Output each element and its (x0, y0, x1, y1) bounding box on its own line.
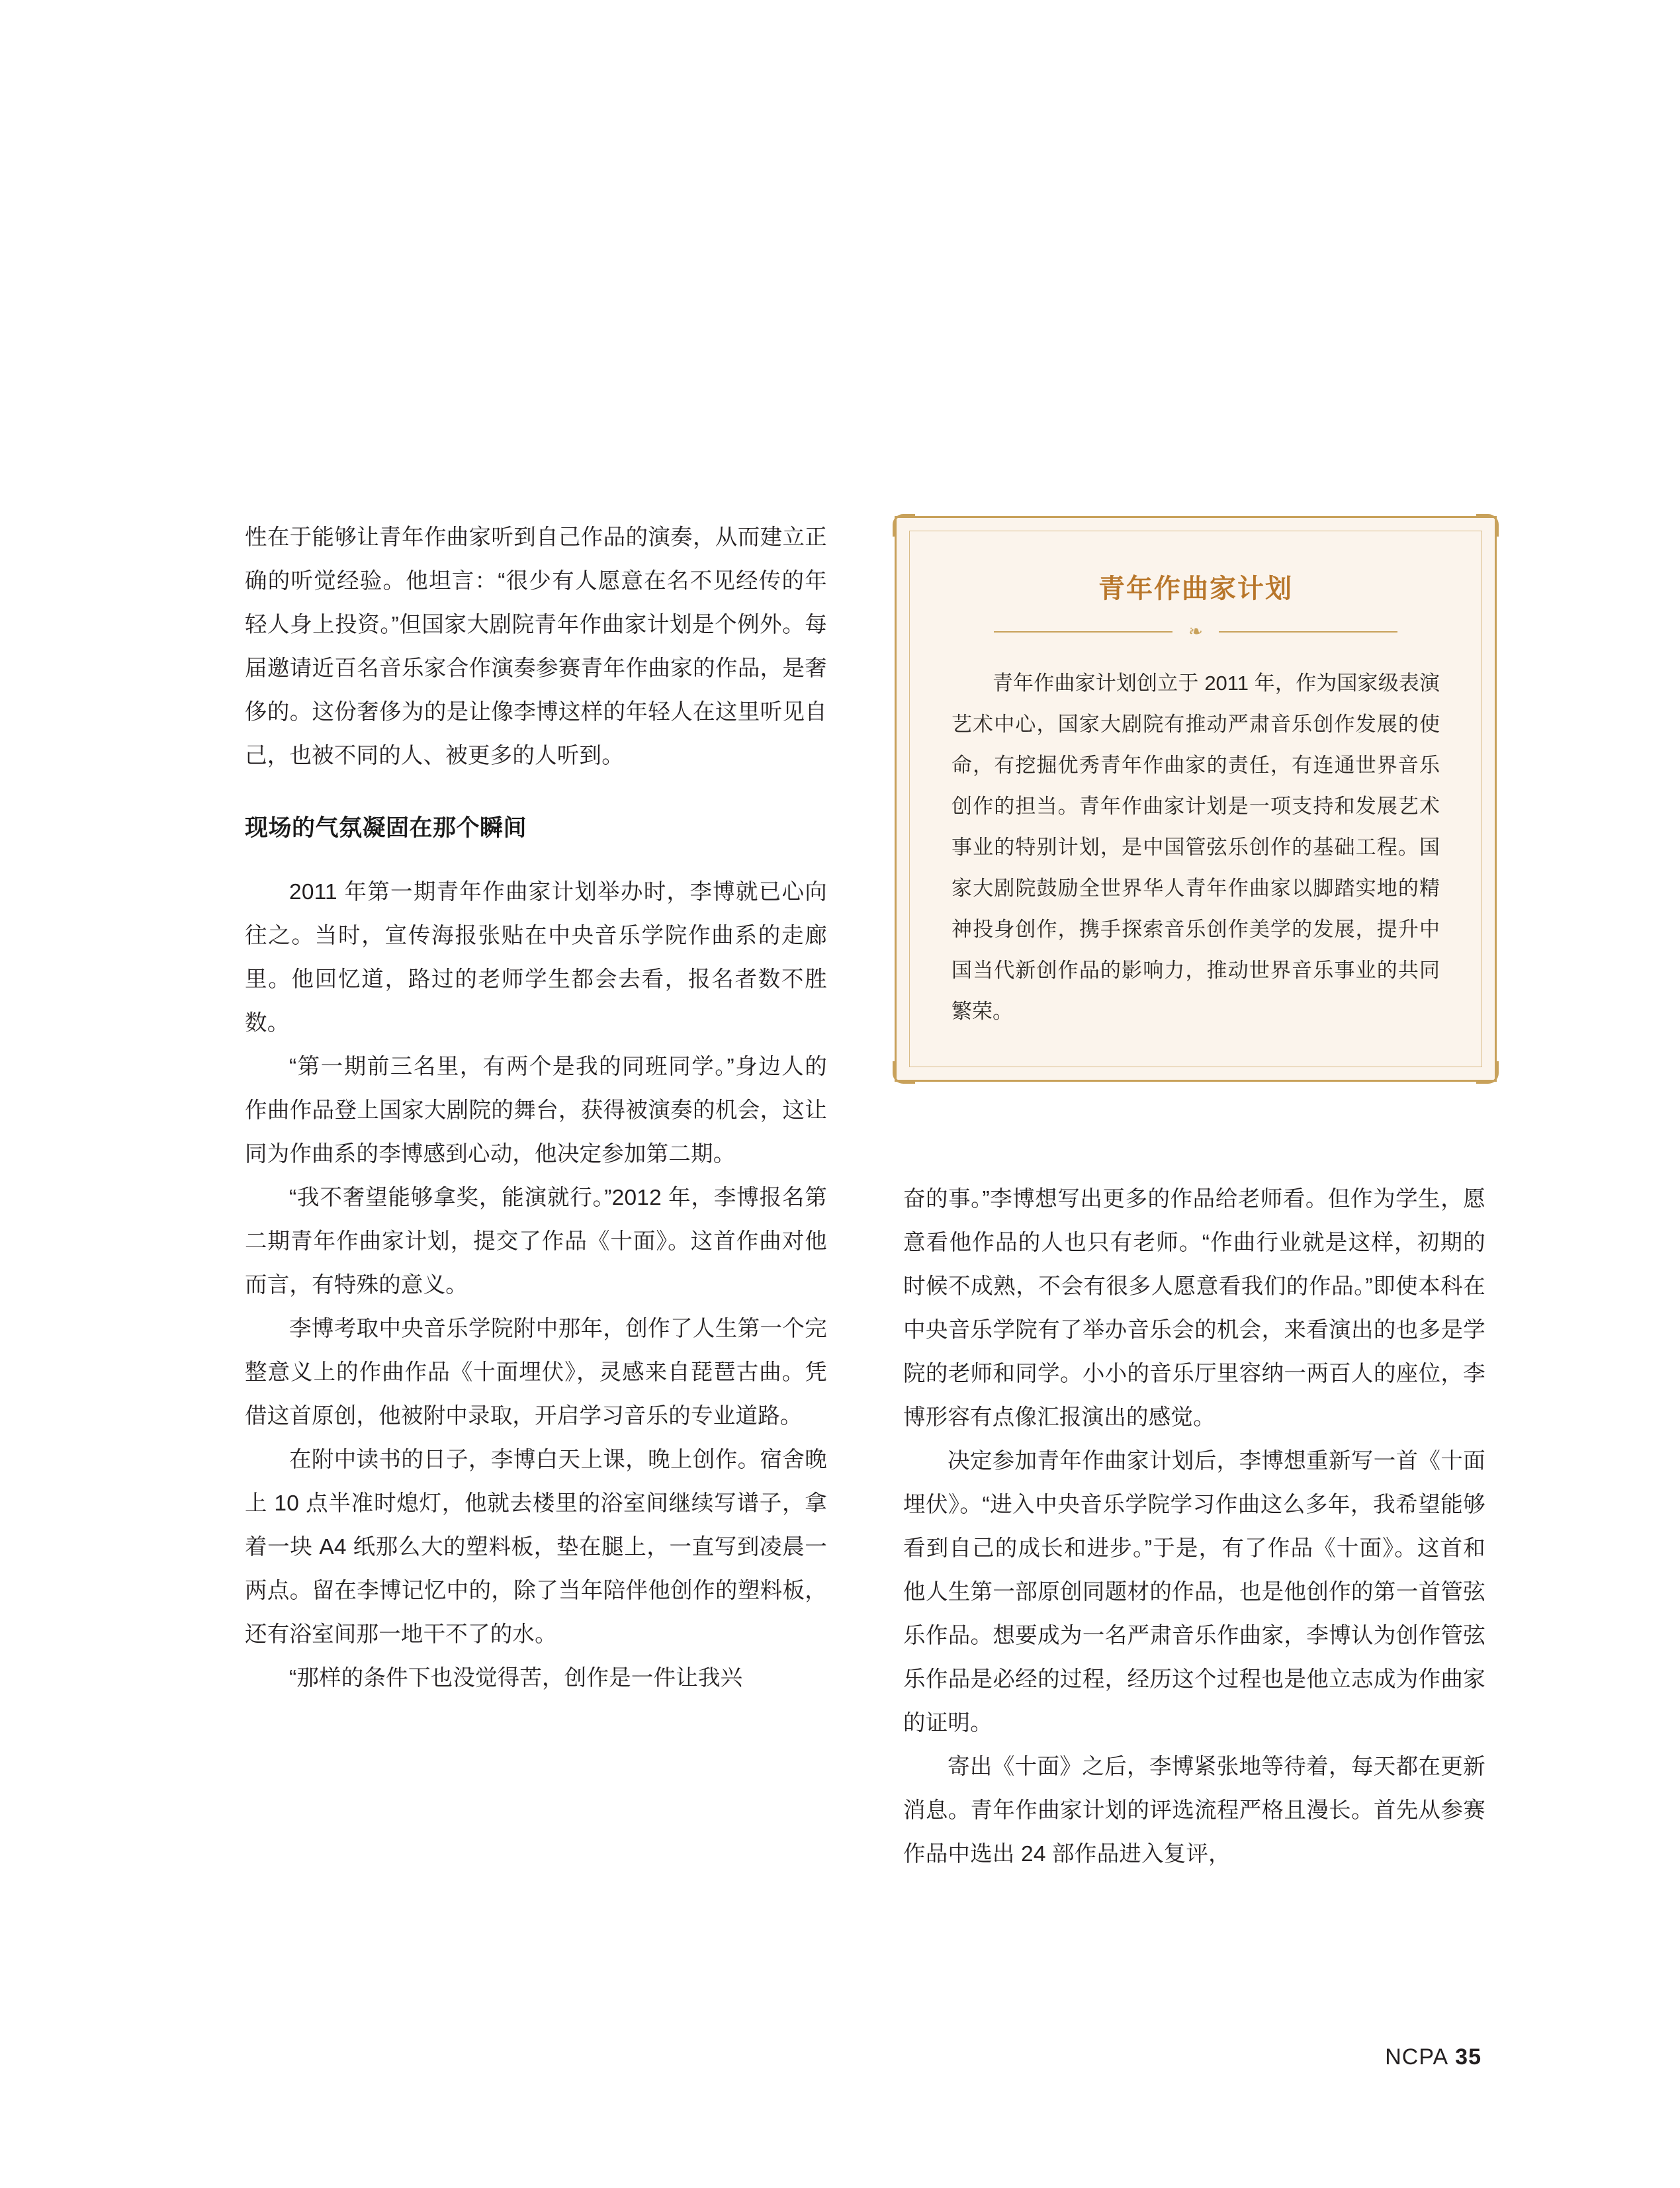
corner-ornament-icon (893, 1048, 928, 1084)
paragraph: 李博考取中央音乐学院附中那年，创作了人生第一个完整意义上的作曲作品《十面埋伏》，灵感来自琵琶古曲。凭借这首原创，他被附中录取，开启学习音乐的专业道路。 (245, 1317, 827, 1428)
paragraph: “第一期前三名里，有两个是我的同班同学。”身边人的作曲作品登上国家大剧院的舞台，获得被演奏的机会，这让同为作曲系的李博感到心动，他决定参加第二期。 (245, 1055, 827, 1166)
left-text-column (245, 516, 827, 1700)
divider-line-left (994, 631, 1172, 633)
corner-ornament-icon (893, 514, 928, 550)
paragraph: 决定参加青年作曲家计划后，李博想重新写一首《十面埋伏》。“进入中央音乐学院学习作曲这么多年，我希望能够看到自己的成长和进步。”于是，有了作品《十面》。这首和他人生第一部原创同题材的作品，也是他创作的第一首管弦乐作品。想要成为一名严肃音乐作曲家，李博认为创作管弦乐作品是必经的过程，经历这个过程也是他立志成为作曲家的证明。 (903, 1449, 1485, 1735)
divider-ornament (994, 622, 1397, 640)
section-subheading: 现场的气氛凝固在那个瞬间 (245, 815, 527, 841)
page-footer (1385, 2044, 1481, 2070)
paragraph: 性在于能够让青年作曲家听到自己作品的演奏，从而建立正确的听觉经验。他坦言：“很少有人愿意在名不见经传的年轻人身上投资。”但国家大剧院青年作曲家计划是个例外。每届邀请近百名音乐家合作演奏参赛青年作曲家的作品，是奢侈的。这份奢侈为的是让像李博这样的年轻人在这里听见自己，也被不同的人、被更多的人听到。 (245, 525, 827, 768)
publication-label: NCPA (1385, 2044, 1449, 2070)
paragraph: “那样的条件下也没觉得苦，创作是一件让我兴 (289, 1666, 743, 1690)
corner-ornament-icon (1463, 514, 1499, 550)
corner-ornament-icon (1463, 1048, 1499, 1084)
paragraph: 在附中读书的日子，李博白天上课，晚上创作。宿舍晚上 10 点半准时熄灯，他就去楼里的浴室间继续写谱子，拿着一块 A4 纸那么大的塑料板，垫在腿上，一直写到凌晨一两点。留在李博记忆中的，除了当年陪伴他创作的塑料板，还有浴室间那一地干不了的水。 (245, 1448, 827, 1647)
divider-line-right (1219, 631, 1397, 633)
paragraph: 寄出《十面》之后，李博紧张地等待着，每天都在更新消息。青年作曲家计划的评选流程严格且漫长。首先从参赛作品中选出 24 部作品进入复评， (903, 1755, 1485, 1866)
feature-sidebar-box (895, 516, 1497, 1082)
right-text-column (903, 1178, 1485, 1876)
feature-box-body: 青年作曲家计划创立于 2011 年，作为国家级表演艺术中心，国家大剧院有推动严肃音乐创作发展的使命，有挖掘优秀青年作曲家的责任，有连通世界音乐创作的担当。青年作曲家计划是一项支持和发展艺术事业的特别计划，是中国管弦乐创作的基础工程。国家大剧院鼓励全世界华人青年作曲家以脚踏实地的精神投身创作，携手探索音乐创作美学的发展，提升中国当代新创作品的影响力，推动世界音乐事业的共同繁荣。 (951, 672, 1440, 1023)
paragraph: “我不奢望能够拿奖，能演就行。”2012 年，李博报名第二期青年作曲家计划，提交了作品《十面》。这首作曲对他而言，有特殊的意义。 (245, 1186, 827, 1297)
feature-box-title: 青年作曲家计划 (1098, 574, 1293, 603)
page-number: 35 (1455, 2044, 1481, 2070)
flourish-icon: ❧ (1188, 621, 1203, 641)
paragraph: 奋的事。”李博想写出更多的作品给老师看。但作为学生，愿意看他作品的人也只有老师。“作曲行业就是这样，初期的时候不成熟，不会有很多人愿意看我们的作品。”即使本科在中央音乐学院有了举办音乐会的机会，来看演出的也多是学院的老师和同学。小小的音乐厅里容纳一两百人的座位，李博形容有点像汇报演出的感觉。 (903, 1187, 1485, 1430)
paragraph: 2011 年第一期青年作曲家计划举办时，李博就已心向往之。当时，宣传海报张贴在中央音乐学院作曲系的走廊里。他回忆道，路过的老师学生都会去看，报名者数不胜数。 (245, 880, 827, 1035)
